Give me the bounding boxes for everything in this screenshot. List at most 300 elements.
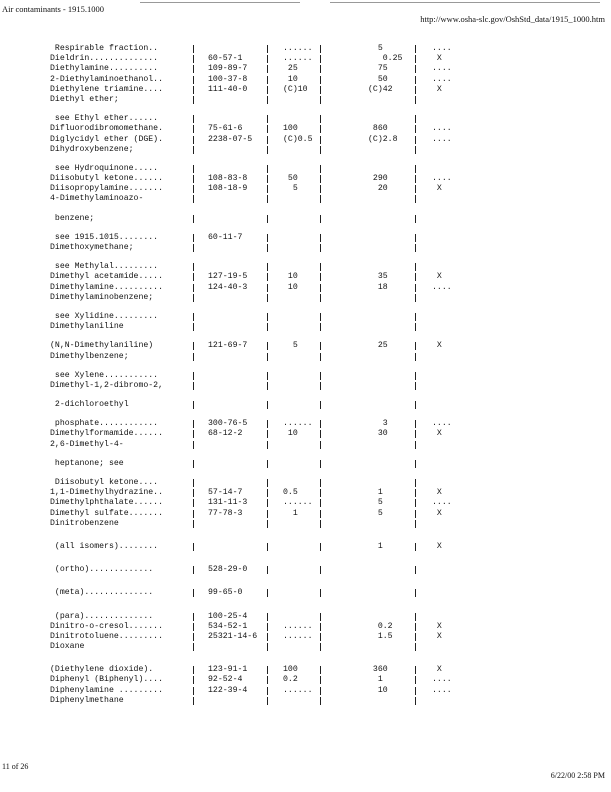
substance-name: (Diethylene dioxide). <box>50 665 154 675</box>
skin-designation: X <box>432 508 442 518</box>
column-divider <box>320 76 321 84</box>
cas-number: 68-12-2 <box>208 429 243 439</box>
column-divider <box>267 401 268 409</box>
column-divider <box>267 115 268 123</box>
table-row <box>50 459 610 469</box>
table-row <box>50 488 610 498</box>
table-row <box>50 509 610 519</box>
column-divider <box>320 633 321 641</box>
column-divider <box>415 215 416 223</box>
cas-number: 108-83-8 <box>208 174 248 184</box>
column-divider <box>267 589 268 597</box>
column-divider <box>415 499 416 507</box>
column-divider <box>320 125 321 133</box>
column-divider <box>267 372 268 380</box>
table-row <box>50 174 610 184</box>
cas-number: 528-29-0 <box>208 565 248 575</box>
column-divider <box>267 643 268 651</box>
column-divider <box>320 441 321 449</box>
column-divider <box>193 185 194 193</box>
column-divider <box>320 687 321 695</box>
column-divider <box>320 234 321 242</box>
column-divider <box>267 65 268 73</box>
mg-m3-value: 0.25 <box>368 54 403 64</box>
mg-m3-value: 20 <box>368 184 388 194</box>
column-divider <box>267 520 268 528</box>
ppm-value: ...... <box>283 631 313 641</box>
table-row <box>50 498 610 508</box>
column-divider <box>415 195 416 203</box>
column-divider <box>415 633 416 641</box>
table-row <box>50 675 610 685</box>
table-row <box>50 214 610 224</box>
column-divider <box>267 430 268 438</box>
column-divider <box>267 510 268 518</box>
column-divider <box>267 676 268 684</box>
cas-number: 300-76-5 <box>208 419 248 429</box>
column-divider <box>193 96 194 104</box>
skin-designation: X <box>432 665 442 675</box>
mg-m3-value: 75 <box>368 64 388 74</box>
substance-name: see Xylidine......... <box>50 311 159 321</box>
ppm-value: 0.5 <box>283 488 298 498</box>
mg-m3-value: 25 <box>368 341 388 351</box>
column-divider <box>267 185 268 193</box>
column-divider <box>320 284 321 292</box>
skin-designation: X <box>432 341 442 351</box>
table-row <box>50 283 610 293</box>
column-divider <box>193 430 194 438</box>
column-divider <box>320 382 321 390</box>
mg-m3-value: 5 <box>368 44 383 53</box>
column-divider <box>267 313 268 321</box>
substance-name: (para).............. <box>50 611 154 621</box>
column-divider <box>415 697 416 705</box>
column-divider <box>193 697 194 705</box>
column-divider <box>415 676 416 684</box>
table-row <box>50 95 610 105</box>
column-divider <box>267 215 268 223</box>
column-divider <box>320 323 321 331</box>
column-divider <box>193 136 194 144</box>
column-divider <box>267 566 268 574</box>
substance-name: 2-dichloroethyl <box>50 400 129 410</box>
column-divider <box>193 125 194 133</box>
table-row <box>50 686 610 696</box>
column-divider <box>267 136 268 144</box>
table-row <box>50 429 610 439</box>
substance-name: Diphenylmethane <box>50 695 124 705</box>
mg-m3-value: 5 <box>368 498 383 508</box>
column-divider <box>320 244 321 252</box>
mg-m3-value: (C)42 <box>368 84 393 94</box>
ppm-value: (C)0.5 <box>283 134 313 144</box>
substance-name: Dimethyl acetamide..... <box>50 272 164 282</box>
ppm-value: ...... <box>283 498 313 508</box>
column-divider <box>193 543 194 551</box>
cas-number: 60-57-1 <box>208 54 243 64</box>
skin-designation: .... <box>432 685 452 695</box>
column-divider <box>320 479 321 487</box>
substance-name: see Ethyl ether...... <box>50 114 159 124</box>
column-divider <box>193 643 194 651</box>
skin-designation: .... <box>432 134 452 144</box>
substance-name: Dimethylbenzene; <box>50 351 129 361</box>
column-divider <box>193 215 194 223</box>
column-divider <box>415 244 416 252</box>
column-divider <box>415 284 416 292</box>
column-divider <box>415 623 416 631</box>
table-row <box>50 565 610 575</box>
column-divider <box>193 382 194 390</box>
ppm-value: 0.2 <box>283 675 298 685</box>
substance-name: (ortho)............. <box>50 565 154 575</box>
skin-designation: X <box>432 631 442 641</box>
column-divider <box>415 165 416 173</box>
table-row <box>50 233 610 243</box>
skin-designation: .... <box>432 74 452 84</box>
column-divider <box>193 76 194 84</box>
substance-name: Dimethylaniline <box>50 322 124 332</box>
substance-name: Dinitro-o-cresol....... <box>50 621 164 631</box>
column-divider <box>320 623 321 631</box>
column-divider <box>415 566 416 574</box>
column-divider <box>267 323 268 331</box>
skin-designation: X <box>432 84 442 94</box>
mg-m3-value: 35 <box>368 272 388 282</box>
ppm-value: (C)10 <box>283 84 308 94</box>
ppm-value: 10 <box>283 272 298 282</box>
column-divider <box>193 633 194 641</box>
column-divider <box>415 543 416 551</box>
substance-name: Dioxane <box>50 642 85 652</box>
column-divider <box>267 342 268 350</box>
mg-m3-value: (C)2.8 <box>368 134 398 144</box>
column-divider <box>320 589 321 597</box>
column-divider <box>193 510 194 518</box>
mg-m3-value: 860 <box>368 124 388 134</box>
column-divider <box>320 215 321 223</box>
column-divider <box>320 372 321 380</box>
skin-designation: X <box>432 54 442 64</box>
column-divider <box>320 175 321 183</box>
table-row <box>50 312 610 322</box>
ppm-value: 5 <box>283 341 298 351</box>
column-divider <box>415 294 416 302</box>
ppm-value: ...... <box>283 44 313 53</box>
column-divider <box>193 86 194 94</box>
column-divider <box>320 146 321 154</box>
column-divider <box>415 86 416 94</box>
mg-m3-value: 30 <box>368 429 388 439</box>
substance-name: Diisobutyl ketone...... <box>50 174 164 184</box>
cas-number: 25321-14-6 <box>208 631 258 641</box>
column-divider <box>320 643 321 651</box>
column-divider <box>320 65 321 73</box>
column-divider <box>193 294 194 302</box>
column-divider <box>267 55 268 63</box>
table-row <box>50 135 610 145</box>
column-divider <box>193 342 194 350</box>
mg-m3-value: 18 <box>368 282 388 292</box>
column-divider <box>267 195 268 203</box>
mg-m3-value: 3 <box>368 419 388 429</box>
ppm-value: 10 <box>283 74 298 84</box>
column-divider <box>267 543 268 551</box>
skin-designation: .... <box>432 174 452 184</box>
cas-number: 127-19-5 <box>208 272 248 282</box>
ppm-value: 5 <box>283 184 298 194</box>
table-row <box>50 262 610 272</box>
table-row <box>50 642 610 652</box>
page-header-title: Air contaminants - 1915.1000 <box>2 4 104 14</box>
column-divider <box>193 55 194 63</box>
skin-designation: X <box>432 429 442 439</box>
column-divider <box>415 589 416 597</box>
column-divider <box>193 666 194 674</box>
table-row <box>50 75 610 85</box>
mg-m3-value: 1 <box>368 675 383 685</box>
column-divider <box>415 479 416 487</box>
column-divider <box>267 273 268 281</box>
mg-m3-value: 290 <box>368 174 388 184</box>
skin-designation: X <box>432 541 442 551</box>
column-divider <box>267 697 268 705</box>
column-divider <box>415 666 416 674</box>
table-row <box>50 696 610 706</box>
column-divider <box>193 65 194 73</box>
column-divider <box>320 273 321 281</box>
column-divider <box>320 420 321 428</box>
column-divider <box>267 666 268 674</box>
column-divider <box>415 234 416 242</box>
substance-name: Diisopropylamine....... <box>50 184 164 194</box>
substance-name: Respirable fraction.. <box>50 44 159 53</box>
table-row <box>50 293 610 303</box>
substance-name: see Xylene........... <box>50 370 159 380</box>
column-divider <box>320 195 321 203</box>
table-row <box>50 164 610 174</box>
substance-name: Dieldrin.............. <box>50 54 159 64</box>
table-row <box>50 54 610 64</box>
column-divider <box>415 430 416 438</box>
ppm-value: 25 <box>283 64 298 74</box>
substance-name: Dihydroxybenzene; <box>50 144 134 154</box>
substance-name: Dinitrotoluene......... <box>50 631 164 641</box>
table-row <box>50 622 610 632</box>
column-divider <box>320 401 321 409</box>
table-row <box>50 632 610 642</box>
substance-name: Dinitrobenzene <box>50 518 119 528</box>
cas-number: 2238-07-5 <box>208 134 253 144</box>
column-divider <box>193 273 194 281</box>
column-divider <box>267 499 268 507</box>
column-divider <box>193 499 194 507</box>
column-divider <box>193 589 194 597</box>
column-divider <box>267 441 268 449</box>
table-row <box>50 542 610 552</box>
column-divider <box>267 86 268 94</box>
column-divider <box>267 460 268 468</box>
substance-name: phosphate............ <box>50 419 159 429</box>
column-divider <box>415 460 416 468</box>
column-divider <box>193 165 194 173</box>
substance-name: Dimethylaminobenzene; <box>50 292 154 302</box>
column-divider <box>415 643 416 651</box>
column-divider <box>193 45 194 53</box>
cas-number: 123-91-1 <box>208 665 248 675</box>
table-row <box>50 478 610 488</box>
cas-number: 124-40-3 <box>208 282 248 292</box>
table-row <box>50 440 610 450</box>
mg-m3-value: 360 <box>368 665 388 675</box>
table-row <box>50 612 610 622</box>
column-divider <box>267 489 268 497</box>
column-divider <box>320 460 321 468</box>
column-divider <box>320 499 321 507</box>
ppm-value: 100 <box>283 665 298 675</box>
skin-designation: .... <box>432 44 452 53</box>
column-divider <box>320 86 321 94</box>
column-divider <box>193 175 194 183</box>
cas-number: 99-65-0 <box>208 588 243 598</box>
page-footer-datetime: 6/22/00 2:58 PM <box>550 771 605 780</box>
mg-m3-value: 5 <box>368 508 383 518</box>
column-divider <box>193 460 194 468</box>
column-divider <box>193 479 194 487</box>
column-divider <box>415 520 416 528</box>
substance-name: see Hydroquinone..... <box>50 163 159 173</box>
skin-designation: .... <box>432 419 452 429</box>
column-divider <box>415 372 416 380</box>
substance-name: Diethylene triamine.... <box>50 84 164 94</box>
column-divider <box>320 697 321 705</box>
table-row <box>50 243 610 253</box>
cas-number: 100-25-4 <box>208 611 248 621</box>
column-divider <box>415 313 416 321</box>
column-divider <box>193 263 194 271</box>
column-divider <box>267 45 268 53</box>
column-divider <box>320 45 321 53</box>
column-divider <box>193 401 194 409</box>
column-divider <box>267 125 268 133</box>
column-divider <box>267 382 268 390</box>
column-divider <box>193 687 194 695</box>
air-contaminants-table <box>50 44 610 706</box>
column-divider <box>267 76 268 84</box>
column-divider <box>193 441 194 449</box>
column-divider <box>193 353 194 361</box>
column-divider <box>415 185 416 193</box>
column-divider <box>320 294 321 302</box>
column-divider <box>415 323 416 331</box>
substance-name: 1,1-Dimethylhydrazine.. <box>50 488 164 498</box>
column-divider <box>415 146 416 154</box>
column-divider <box>267 263 268 271</box>
substance-name: 2-Diethylaminoethanol.. <box>50 74 164 84</box>
column-divider <box>415 489 416 497</box>
table-row <box>50 352 610 362</box>
substance-name: Dimethoxymethane; <box>50 243 134 252</box>
substance-name: Dimethylformamide...... <box>50 429 164 439</box>
substance-name: Dimethyl sulfate....... <box>50 508 164 518</box>
table-row <box>50 114 610 124</box>
table-row <box>50 272 610 282</box>
column-divider <box>320 136 321 144</box>
column-divider <box>267 613 268 621</box>
column-divider <box>193 420 194 428</box>
cas-number: 108-18-9 <box>208 184 248 194</box>
column-divider <box>267 234 268 242</box>
substance-name: 4-Dimethylaminoazo- <box>50 194 144 204</box>
cas-number: 121-69-7 <box>208 341 248 351</box>
table-row <box>50 85 610 95</box>
column-divider <box>193 520 194 528</box>
column-divider <box>415 136 416 144</box>
column-divider <box>267 420 268 428</box>
column-divider <box>415 441 416 449</box>
mg-m3-value: 1 <box>368 488 383 498</box>
column-divider <box>267 175 268 183</box>
skin-designation: X <box>432 184 442 194</box>
skin-designation: .... <box>432 675 452 685</box>
column-divider <box>320 263 321 271</box>
column-divider <box>193 323 194 331</box>
column-divider <box>320 55 321 63</box>
table-row <box>50 341 610 351</box>
column-divider <box>320 185 321 193</box>
substance-name: (N,N-Dimethylaniline) <box>50 341 154 351</box>
skin-designation: .... <box>432 498 452 508</box>
ppm-value: ...... <box>283 621 313 631</box>
column-divider <box>415 420 416 428</box>
column-divider <box>193 676 194 684</box>
ppm-value: ...... <box>283 685 313 695</box>
table-row <box>50 184 610 194</box>
page-header-url[interactable]: http://www.osha-slc.gov/OshStd_data/1915_1000.htm <box>420 14 605 24</box>
substance-name: Diethylamine.......... <box>50 64 159 74</box>
substance-name: see Methylal......... <box>50 262 159 272</box>
skin-designation: .... <box>432 282 452 292</box>
column-divider <box>320 489 321 497</box>
cas-number: 109-89-7 <box>208 64 248 74</box>
column-divider <box>193 115 194 123</box>
cas-number: 57-14-7 <box>208 488 243 498</box>
column-divider <box>415 45 416 53</box>
skin-designation: .... <box>432 124 452 134</box>
skin-designation: .... <box>432 64 452 74</box>
column-divider <box>415 125 416 133</box>
column-divider <box>193 284 194 292</box>
column-divider <box>320 353 321 361</box>
substance-name: Dimethylphthalate...... <box>50 498 164 508</box>
mg-m3-value: 10 <box>368 685 388 695</box>
ppm-value: 50 <box>283 174 298 184</box>
cas-number: 534-52-1 <box>208 621 248 631</box>
column-divider <box>320 676 321 684</box>
cas-number: 100-37-8 <box>208 74 248 84</box>
column-divider <box>267 687 268 695</box>
table-row <box>50 194 610 204</box>
column-divider <box>320 342 321 350</box>
column-divider <box>267 284 268 292</box>
cas-number: 131-11-3 <box>208 498 248 508</box>
cas-number: 122-39-4 <box>208 685 248 695</box>
column-divider <box>320 613 321 621</box>
cas-number: 75-61-6 <box>208 124 243 134</box>
column-divider <box>415 510 416 518</box>
column-divider <box>415 65 416 73</box>
